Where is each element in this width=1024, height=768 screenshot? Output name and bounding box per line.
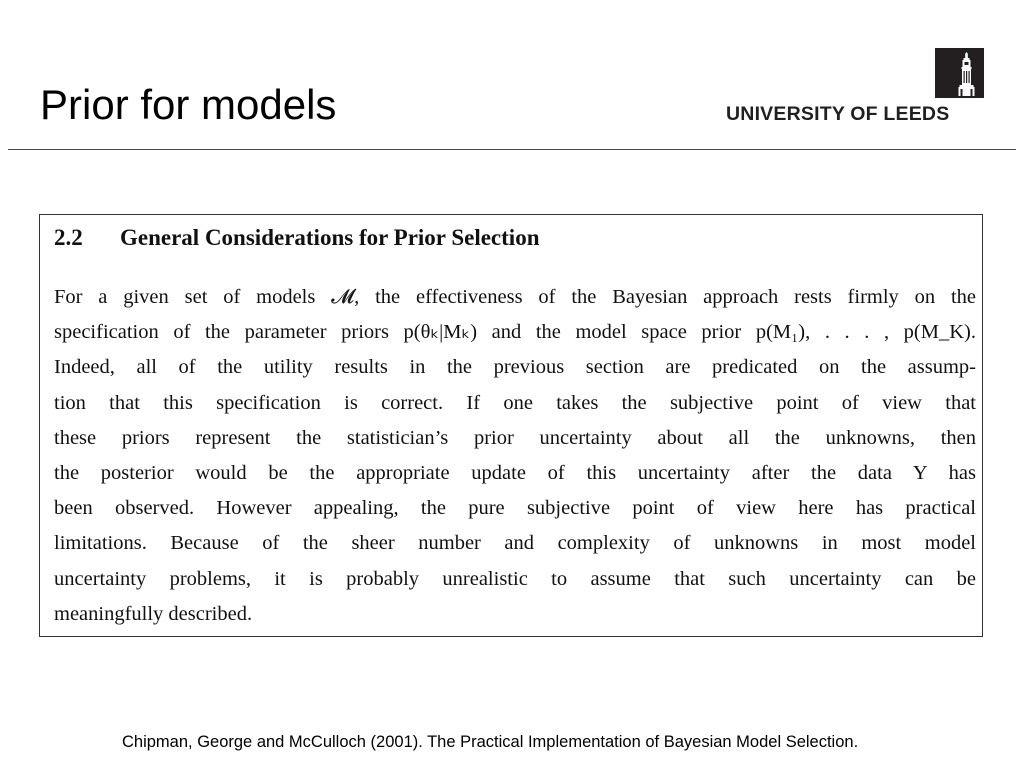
text-line: uncertainty problems, it is probably unrealistic to assume that such uncertainty can be: [54, 567, 976, 590]
citation: Chipman, George and McCulloch (2001). The Practical Implementation of Bayesian Model Selection.: [122, 733, 859, 751]
text-line: these priors represent the statistician’s prior uncertainty about all the unknowns, then: [54, 426, 976, 449]
text-line: the posterior would be the appropriate update of this uncertainty after the data Y has: [54, 461, 976, 484]
text-line: tion that this specification is correct. If one takes the subjective point of view that: [54, 391, 976, 414]
excerpt-body: [54, 280, 976, 632]
text-line: limitations. Because of the sheer number and complexity of unknowns in most model: [54, 532, 976, 555]
text-line: specification of the parameter priors p(θₖ|Mₖ) and the model space prior p(M₁), . . . , p(M_K).: [54, 321, 976, 344]
text-line: been observed. However appealing, the pure subjective point of view here has practical: [54, 497, 976, 520]
section-heading: [54, 221, 539, 255]
section-title: General Considerations for Prior Selection: [120, 225, 540, 250]
section-number: 2.2: [54, 225, 83, 250]
text-line: Indeed, all of the utility results in the previous section are predicated on the assump-: [54, 356, 976, 379]
university-logo: [726, 46, 988, 128]
slide-title: Prior for models: [40, 81, 337, 128]
title-divider: [8, 149, 1016, 150]
text-line: meaningfully described.: [54, 602, 253, 625]
leeds-parkinson-tower-icon: [935, 48, 984, 98]
paper-excerpt: [39, 214, 983, 637]
text-line: For a given set of models 𝓜, the effectiveness of the Bayesian approach rests firmly on the: [54, 286, 976, 308]
university-name: UNIVERSITY OF LEEDS: [726, 103, 950, 125]
